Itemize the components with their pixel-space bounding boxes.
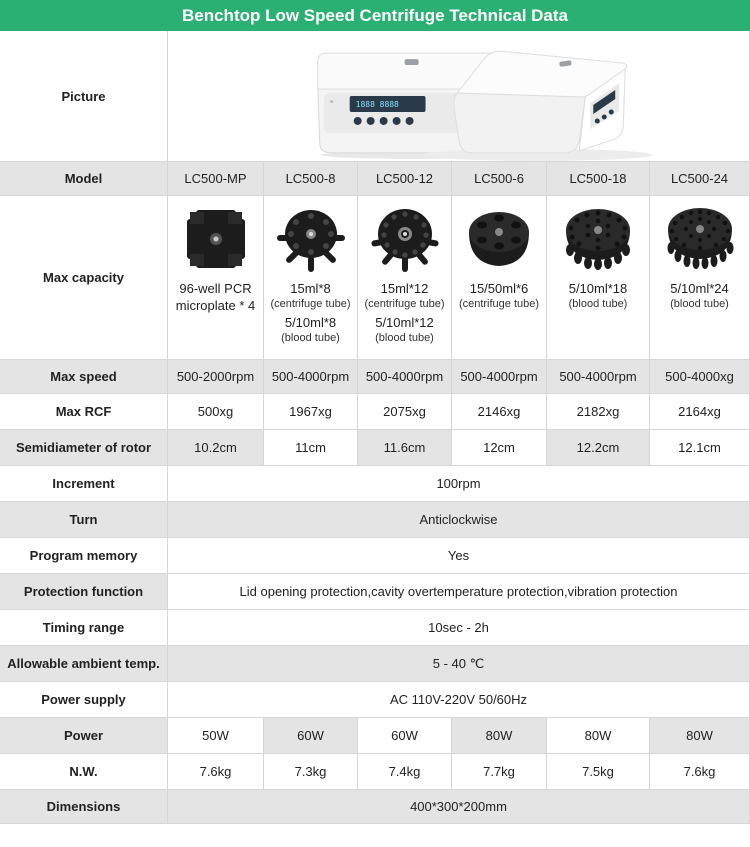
capacity-cell (264, 196, 358, 360)
program-memory-row (0, 538, 750, 574)
max-rcf-cell: 2182xg (547, 394, 650, 430)
semidiameter-cell: 12cm (452, 430, 547, 466)
capacity-cell (168, 196, 264, 360)
picture-cell (168, 31, 750, 162)
semidiameter-label: Semidiameter of rotor (0, 430, 168, 466)
rotor-18-image (556, 202, 640, 274)
page-title: Benchtop Low Speed Centrifuge Technical Data (0, 0, 750, 31)
power-cell: 80W (547, 718, 650, 754)
timing-row (0, 610, 750, 646)
semidiameter-row (0, 430, 750, 466)
ambient-label: Allowable ambient temp. (0, 646, 168, 682)
max-speed-row (0, 360, 750, 394)
semidiameter-cell: 12.2cm (547, 430, 650, 466)
increment-value: 100rpm (168, 466, 750, 502)
semidiameter-cell: 10.2cm (168, 430, 264, 466)
power-label: Power (0, 718, 168, 754)
nw-cell: 7.4kg (358, 754, 452, 790)
nw-cell: 7.6kg (650, 754, 750, 790)
timing-label: Timing range (0, 610, 168, 646)
semidiameter-cell: 12.1cm (650, 430, 750, 466)
max-speed-cell: 500-4000xg (650, 360, 750, 394)
protection-label: Protection function (0, 574, 168, 610)
capacity-subline: (blood tube) (375, 332, 434, 344)
power-cell: 80W (650, 718, 750, 754)
power-supply-value: AC 110V-220V 50/60Hz (168, 682, 750, 718)
increment-label: Increment (0, 466, 168, 502)
protection-row (0, 574, 750, 610)
capacity-subline: (blood tube) (568, 298, 628, 310)
increment-row (0, 466, 750, 502)
max-speed-cell: 500-4000rpm (264, 360, 358, 394)
model-row (0, 162, 750, 196)
model-cell: LC500-6 (452, 162, 547, 196)
power-cell: 50W (168, 718, 264, 754)
capacity-cell (358, 196, 452, 360)
capacity-cell (650, 196, 750, 360)
capacity-line: 15ml*8 (290, 281, 331, 296)
model-label: Model (0, 162, 168, 196)
ambient-row (0, 646, 750, 682)
centrifuge-images (168, 31, 749, 162)
ambient-value: 5 - 40 ℃ (168, 646, 750, 682)
rotor-8-image (269, 202, 353, 274)
capacity-subline: (centrifuge tube) (458, 298, 540, 310)
power-cell: 80W (452, 718, 547, 754)
nw-row (0, 754, 750, 790)
semidiameter-cell: 11cm (264, 430, 358, 466)
max-capacity-label: Max capacity (0, 196, 168, 360)
model-cell: LC500-MP (168, 162, 264, 196)
capacity-subline: (centrifuge tube) (364, 298, 445, 310)
max-speed-cell: 500-4000rpm (358, 360, 452, 394)
max-rcf-cell: 2164xg (650, 394, 750, 430)
capacity-subline: (blood tube) (670, 298, 729, 310)
max-speed-cell: 500-4000rpm (547, 360, 650, 394)
turn-row (0, 502, 750, 538)
max-rcf-cell: 1967xg (264, 394, 358, 430)
max-rcf-cell: 500xg (168, 394, 264, 430)
max-speed-cell: 500-4000rpm (452, 360, 547, 394)
model-cell: LC500-8 (264, 162, 358, 196)
turn-value: Anticlockwise (168, 502, 750, 538)
power-cell: 60W (358, 718, 452, 754)
max-speed-label: Max speed (0, 360, 168, 394)
power-supply-row (0, 682, 750, 718)
model-cell: LC500-18 (547, 162, 650, 196)
dimensions-label: Dimensions (0, 790, 168, 824)
capacity-line: 96-well PCR (179, 281, 252, 296)
rotor-6-image (457, 202, 541, 274)
protection-value: Lid opening protection,cavity overtemperature protection,vibration protection (168, 574, 750, 610)
capacity-subline: (centrifuge tube) (270, 298, 351, 310)
svg-text:1888 8888: 1888 8888 (355, 99, 399, 109)
power-row (0, 718, 750, 754)
max-capacity-row (0, 196, 750, 360)
nw-cell: 7.6kg (168, 754, 264, 790)
capacity-line: 5/10ml*8 (284, 315, 337, 330)
capacity-cell (452, 196, 547, 360)
model-cell: LC500-12 (358, 162, 452, 196)
power-supply-label: Power supply (0, 682, 168, 718)
capacity-line: 5/10ml*24 (670, 281, 729, 296)
capacity-line: 5/10ml*18 (568, 281, 628, 296)
nw-label: N.W. (0, 754, 168, 790)
max-rcf-row (0, 394, 750, 430)
model-cell: LC500-24 (650, 162, 750, 196)
picture-row (0, 31, 750, 162)
capacity-subline: (blood tube) (281, 332, 340, 344)
program-memory-label: Program memory (0, 538, 168, 574)
dimensions-row (0, 790, 750, 824)
nw-cell: 7.7kg (452, 754, 547, 790)
nw-cell: 7.3kg (264, 754, 358, 790)
rotor-24-image (658, 202, 742, 274)
capacity-line: microplate * 4 (175, 298, 256, 313)
program-memory-value: Yes (168, 538, 750, 574)
turn-label: Turn (0, 502, 168, 538)
capacity-cell (547, 196, 650, 360)
max-rcf-label: Max RCF (0, 394, 168, 430)
max-speed-cell: 500-2000rpm (168, 360, 264, 394)
semidiameter-cell: 11.6cm (358, 430, 452, 466)
max-rcf-cell: 2146xg (452, 394, 547, 430)
capacity-line: 15ml*12 (380, 281, 429, 296)
capacity-line: 15/50ml*6 (469, 281, 529, 296)
microplate-rotor-image (174, 202, 258, 274)
timing-value: 10sec - 2h (168, 610, 750, 646)
svg-text:≈: ≈ (329, 98, 334, 105)
power-cell: 60W (264, 718, 358, 754)
nw-cell: 7.5kg (547, 754, 650, 790)
rotor-12-image (363, 202, 447, 274)
dimensions-value: 400*300*200mm (168, 790, 750, 824)
max-rcf-cell: 2075xg (358, 394, 452, 430)
picture-label: Picture (0, 31, 168, 162)
capacity-line: 5/10ml*12 (375, 315, 434, 330)
